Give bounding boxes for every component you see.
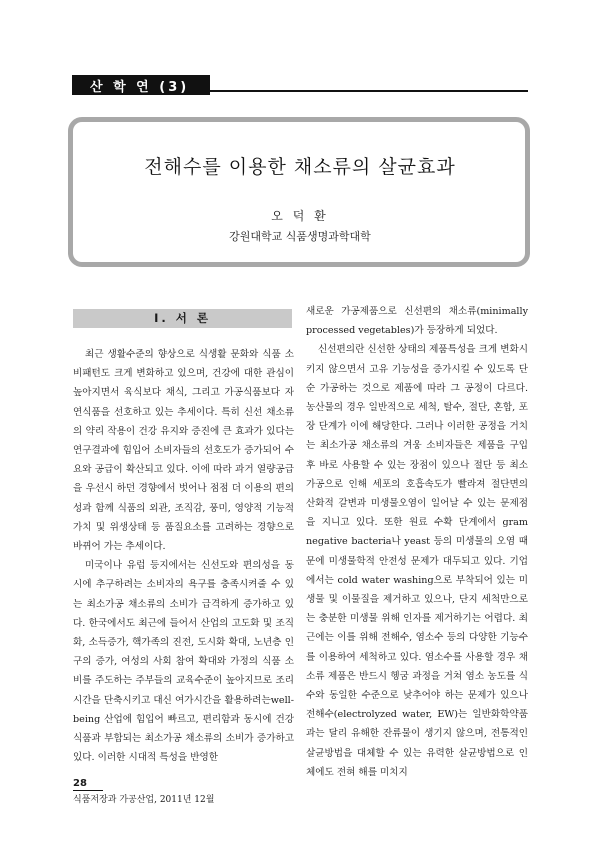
paragraph: 신선편의란 신선한 상태의 제품특성을 크게 변화시키지 않으면서 고유 기능성을 증가시킬 수 있도록 단순 가공하는 것으로 제품에 따라 그 공정이 다르다. 농산물의 경우 일반적으로 세척, 탈수, 절단, 혼합, 포장 단계가 이에 해당한다. 그러나 이러한 공정을 거치는 최소가공 채소류의 겨웅 소비자들은 제품을 구입 후 바로 사용할 수 있는 장점이 있으나 절단 등 최소가공으로 인해 세포의 호흡속도가 빨라져 절단면의 산화적 갈변과 미생물오염이 일어날 수 있는 문제점을 지니고 있다. 또한 원료 수확 단계에서 gram negative bacteria나 yeast 등의 미생물의 오염 때문에 미생물학적 안전성 문제가 대두되고 있다. 기업에서는 cold water washing으로 부착되어 있는 미생물 및 이물질을 제거하고 있으나, 단지 세척만으로는 충분한 미생물 위해 인자를 제거하기는 어렵다. 최근에는 이를 위해 전해수, 염소수 등의 다양한 기능수를 이용하여 세척하고 있다. 염소수를 사용할 경우 채소류 제품은 반드시 헹굼 과정을 거쳐 염소 농도를 식수와 동일한 수준으로 낮추어야 하는 문제가 있으나 전해수(electrolyzed water, EW)는 일반화학약품과는 달리 유해한 잔류물이 생기지 않으며, 전통적인 살균방법을 대체할 수 있는 유력한 살균방법으로 인체에도 전혀 해를 미치지 (306, 344, 528, 778)
section-rule (210, 90, 528, 92)
footer-rule (73, 790, 103, 791)
paragraph: 미국이나 유럽 등지에서는 신선도와 편의성을 동시에 추구하려는 소비자의 욕구를 충족시켜줄 수 있는 최소가공 채소류의 소비가 급격하게 증가하고 있다. 한국에서도 최근에 들어서 산업의 고도화 및 조직화, 소득증가, 핵가족의 진전, 도시화 확대, 노년층 인구의 증가, 여성의 사회 참여 확대와 가정의 식품 소비를 주도하는 주부들의 교육수준이 높아지므로 조리시간을 단축시키고 대신 여가시간을 활용하려는well-being 산업에 힘입어 빠르고, 편리함과 동시에 건강식품과 부합되는 최소가공 채소류의 소비가 증가하고 있다. 이러한 시대적 특성을 반영한 (73, 560, 294, 764)
article-title: 전해수를 이용한 채소류의 살균효과 (144, 156, 456, 178)
page-number: 28 (73, 778, 87, 789)
paragraph: 새로운 가공제품으로 신선편의 채소류(minimally processed vegetables)가 등장하게 되었다. (306, 306, 528, 337)
paragraph: 최근 생활수준의 향상으로 식생활 문화와 식품 소비패턴도 크게 변화하고 있으며, 건강에 대한 관심이 높아지면서 육식보다 채식, 그리고 가공식품보다 자연식품을 선호하고 있는 추세이다. 특히 신선 채소류의 약리 작용이 건강 유지와 증진에 큰 효과가 있다는 연구결과에 힘입어 소비자들의 선호도가 증가되어 수요와 공급이 확산되고 있다. 이에 따라 과거 열량공급을 우선시 하던 경향에서 벗어나 점점 더 이용의 편의성과 함께 식품의 외관, 조직감, 풍미, 영양적 기능적 가치 및 위생상태 등 품질요소를 고려하는 경향으로 바뀌어 가는 추세이다. (73, 349, 294, 553)
author-affiliation: 강원대학교 식품생명과학대학 (229, 230, 371, 243)
right-column (306, 302, 528, 782)
section-tag: 산 학 연 (3) (72, 75, 210, 95)
author-name: 오 덕 환 (271, 209, 329, 223)
journal-citation: 식품저장과 가공산업, 2011년 12월 (73, 795, 215, 805)
title-frame (68, 117, 530, 267)
section-heading: I. 서 론 (73, 309, 292, 328)
left-column (73, 345, 294, 767)
